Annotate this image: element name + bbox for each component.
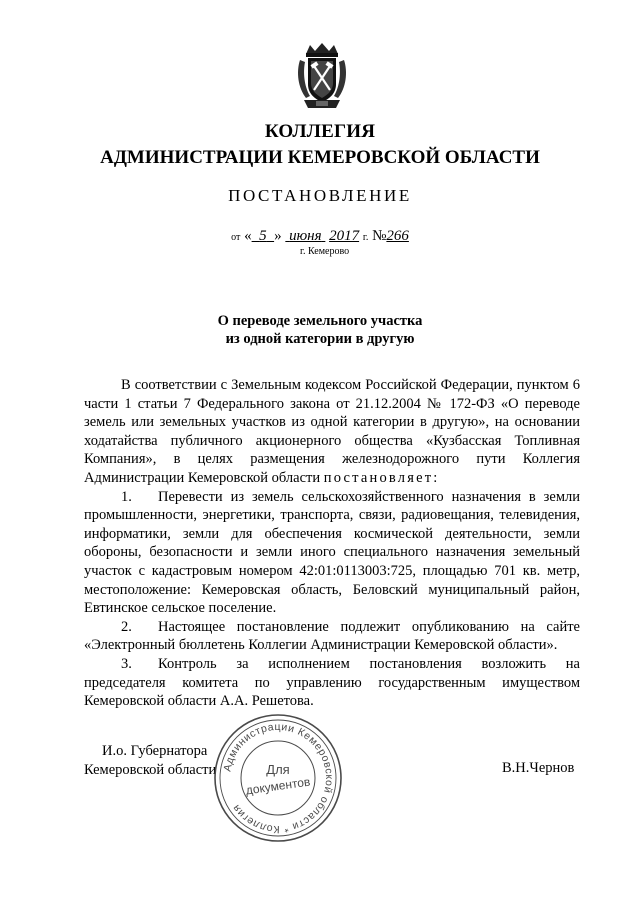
date-quote-close: » bbox=[274, 228, 282, 244]
document-subject bbox=[0, 312, 640, 348]
date-year-suffix: г. bbox=[362, 232, 369, 243]
document-body bbox=[84, 376, 580, 711]
coat-of-arms-icon bbox=[296, 42, 348, 110]
document-dateline bbox=[0, 228, 640, 245]
resolution-verb: постановляет: bbox=[323, 469, 440, 486]
stamp-center-line2: документов bbox=[244, 774, 312, 798]
body-item-3: 3. Контроль за исполнением постановления возложить на председателя комитета по управлению государственным имуществом Кемеровской области А.А. Решетова. bbox=[84, 655, 580, 710]
organization-title-line1: КОЛЛЕГИЯ bbox=[264, 121, 376, 142]
stamp-ring-text: Администрации Кемеровской области * Коллегия bbox=[221, 720, 336, 836]
official-stamp bbox=[212, 712, 344, 844]
date-day: 5 bbox=[259, 228, 267, 244]
signatory-name: В.Н.Чернов bbox=[502, 760, 575, 776]
signatory-title-line2: Кемеровской области bbox=[84, 761, 217, 778]
body-item-2: 2. Настоящее постановление подлежит опубликованию на сайте «Электронный бюллетень Коллегии Администрации Кемеровской области». bbox=[84, 618, 580, 654]
subject-line2: из одной категории в другую bbox=[225, 331, 415, 347]
item-number: 1. bbox=[121, 488, 132, 505]
document-type: ПОСТАНОВЛЕНИЕ bbox=[228, 186, 412, 205]
date-from-label: от bbox=[231, 232, 241, 243]
body-item-1: 1. Перевести из земель сельскохозяйственного назначения в земли промышленности, энергетики, транспорта, связи, радиовещания, телевидения, информатики, земли для обеспечения космической деятельности, земли обороны, безопасности и земли иного специального назначения земельный участок с кадастровым номером 42:01:0113003:725, площадью 701 кв. метр, местоположение: Кемеровская область, Беловский муниципальный район, Евтинское сельское поселение. bbox=[84, 488, 580, 617]
preamble-paragraph: В соответствии с Земельным кодексом Российской Федерации, пунктом 6 части 1 статьи 7 Федерального закона от 21.12.2004 № 172-ФЗ «О переводе земель или земельных участков из одной категории в другую», на основании ходатайства публичного акционерного общества «Кузбасская Топливная Компания», в целях размещения железнодорожного пути Коллегия Администрации Кемеровской области постановляет: bbox=[84, 377, 580, 486]
document-number-label: № bbox=[372, 228, 387, 244]
item-number: 2. bbox=[121, 618, 132, 635]
date-quote-open: « bbox=[244, 228, 252, 244]
organization-title-line2: АДМИНИСТРАЦИИ КЕМЕРОВСКОЙ ОБЛАСТИ bbox=[100, 147, 540, 168]
date-month: июня bbox=[289, 228, 322, 244]
stamp-center-line1: Для bbox=[266, 762, 290, 777]
signatory-title bbox=[84, 742, 216, 779]
signatory-title-line1: И.о. Губернатора bbox=[102, 743, 208, 759]
item-number: 3. bbox=[121, 655, 132, 672]
date-year: 2017 bbox=[329, 228, 360, 244]
subject-line1: О переводе земельного участка bbox=[217, 313, 423, 329]
document-city: г. Кемерово bbox=[300, 246, 350, 257]
document-number: 266 bbox=[386, 228, 409, 244]
